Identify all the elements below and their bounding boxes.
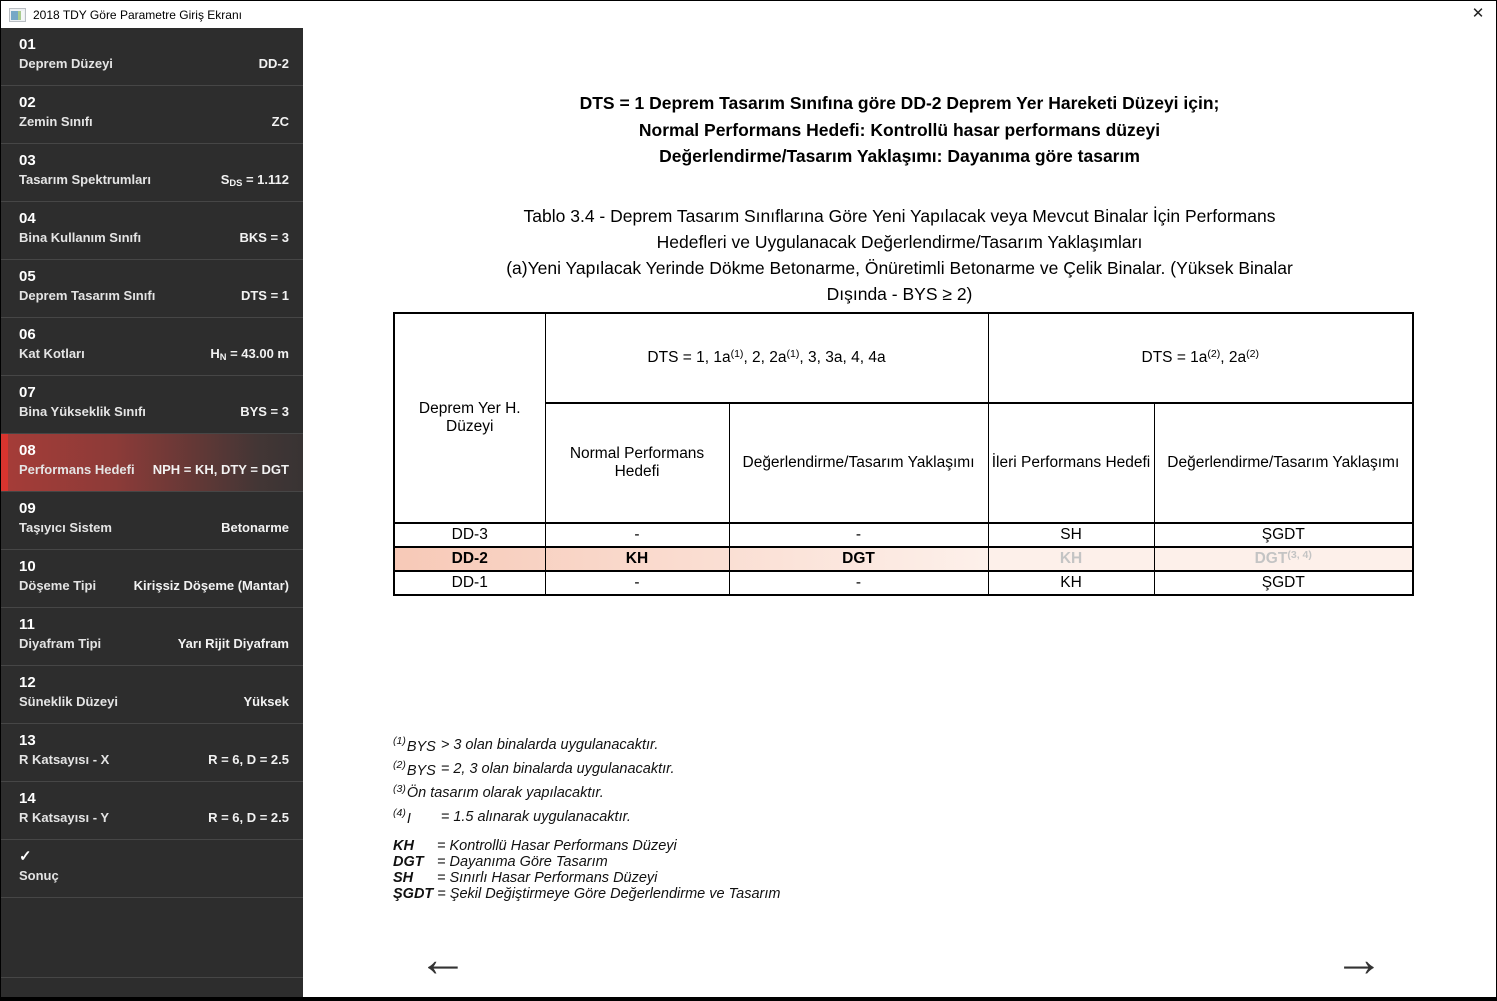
sidebar-item-label: Sonuç [19, 868, 59, 883]
sidebar-item-number: 01 [19, 36, 36, 53]
legend-line [393, 870, 780, 886]
footnote-marker: (1) [393, 735, 406, 747]
level-cell: DD-2 [394, 547, 545, 571]
footnote-line [393, 737, 780, 761]
legend-definition: = Şekil Değiştirmeye Göre Değerlendirme ve Tasarım [437, 886, 781, 902]
abbreviation-legend [393, 838, 780, 902]
sidebar-item-10[interactable] [1, 550, 303, 608]
sidebar-item-label: Tasarım Spektrumları [19, 172, 151, 187]
legend-term: SH [393, 870, 414, 886]
legend-line [393, 854, 780, 870]
data-cell: - [545, 523, 729, 547]
sidebar-item-number: 02 [19, 94, 36, 111]
legend-line [393, 838, 780, 854]
forward-arrow-button[interactable] [1329, 933, 1389, 985]
sidebar-item-05[interactable] [1, 260, 303, 318]
window-titlebar [1, 1, 1496, 28]
sidebar-item-value: Betonarme [221, 520, 289, 535]
sidebar-item-label: Kat Kotları [19, 346, 85, 361]
main-content [303, 28, 1496, 997]
footnote-line [393, 809, 780, 833]
sidebar-item-sonuc[interactable] [1, 840, 303, 898]
corner-header-cell: Deprem Yer H. Düzeyi [394, 313, 545, 523]
data-cell-hatched: ŞGDT [1154, 523, 1413, 547]
group-header-left: DTS = 1, $1a^{(1)}$, 2, $2a^{(1)}$, 3, 3a, 4, 4a [545, 313, 988, 403]
sidebar-item-value: HN = 43.00 m [210, 346, 289, 363]
sidebar-item-number: 12 [19, 674, 36, 691]
sidebar-item-label: R Katsayısı - X [19, 752, 110, 767]
sidebar-item-value: DTS = 1 [240, 288, 289, 303]
footnote-term: I [406, 811, 411, 827]
sidebar-item-value: SDS = 1.112 [220, 172, 289, 189]
legend-term: DGT [393, 854, 424, 870]
sidebar-item-label: Diyafram Tipi [19, 636, 102, 651]
sidebar-item-04[interactable] [1, 202, 303, 260]
sidebar-item-number: 09 [19, 500, 36, 517]
sidebar-item-value: R = 6, D = 2.5 [208, 752, 289, 767]
right-arrow-icon: → [1334, 931, 1384, 987]
footnote-text: = 2, 3 olan binalarda uygulanacaktır. [440, 761, 675, 777]
sidebar-item-09[interactable] [1, 492, 303, 550]
footnote-marker: (2) [393, 759, 406, 771]
data-cell-hatched: KH [988, 571, 1154, 595]
page-heading [303, 90, 1496, 170]
sidebar-item-label: Taşıyıcı Sistem [19, 520, 112, 535]
sidebar-item-value: Yüksek [243, 694, 289, 709]
caption-line-2: Hedefleri ve Uygulanacak Değerlendirme/Tasarım Yaklaşımları [656, 232, 1143, 252]
data-cell: - [545, 571, 729, 595]
legend-line [393, 886, 780, 902]
data-cell: DGT [729, 547, 988, 571]
data-cell-hatched: DGT$^{(3, 4)}$ [1154, 547, 1413, 571]
footnote-marker: (4) [393, 807, 406, 819]
sidebar-item-number: 10 [19, 558, 36, 575]
sidebar-item-07[interactable] [1, 376, 303, 434]
table-row-dd3 [394, 523, 1413, 547]
sidebar-item-number: 06 [19, 326, 36, 343]
sidebar-item-number: 11 [19, 616, 35, 633]
sidebar-item-number: 14 [19, 790, 36, 807]
sidebar-item-label: Zemin Sınıfı [19, 114, 93, 129]
sidebar-item-value: Yarı Rijit Diyafram [177, 636, 289, 651]
sidebar-item-06[interactable] [1, 318, 303, 376]
data-cell: - [729, 571, 988, 595]
left-arrow-icon: ← [418, 931, 468, 987]
sub-header-degerlendirme-2: Değerlendirme/Tasarım Yaklaşımı [1154, 403, 1413, 523]
sidebar-item-value: DD-2 [258, 56, 289, 71]
sidebar-item-label: Deprem Tasarım Sınıfı [19, 288, 156, 303]
footnote-text: Ön tasarım olarak yapılacaktır. [406, 785, 604, 801]
sidebar-item-label: Bina Kullanım Sınıfı [19, 230, 142, 245]
sidebar-item-value: BYS = 3 [240, 404, 289, 419]
sidebar-item-03[interactable] [1, 144, 303, 202]
back-arrow-button[interactable] [413, 933, 473, 985]
sidebar-item-14[interactable] [1, 782, 303, 840]
sub-header-normal-performans: Normal Performans Hedefi [545, 403, 729, 523]
sidebar-item-label: Performans Hedefi [19, 462, 135, 477]
data-cell: KH [545, 547, 729, 571]
sidebar [1, 28, 303, 997]
legend-term: KH [393, 838, 414, 854]
sidebar-item-number: 05 [19, 268, 36, 285]
footnote-line [393, 785, 780, 809]
caption-line-4: Dışında - BYS ≥ 2) [826, 284, 973, 304]
data-cell-hatched: ŞGDT [1154, 571, 1413, 595]
sidebar-item-number: 03 [19, 152, 36, 169]
legend-definition: = Sınırlı Hasar Performans Düzeyi [437, 870, 658, 886]
sidebar-item-number: 13 [19, 732, 36, 749]
close-icon[interactable]: ✕ [1471, 5, 1485, 22]
sidebar-item-label: Süneklik Düzeyi [19, 694, 118, 709]
sidebar-item-01[interactable] [1, 28, 303, 86]
legend-term: ŞGDT [393, 886, 434, 902]
performance-table [393, 312, 1414, 596]
legend-definition: = Kontrollü Hasar Performans Düzeyi [437, 838, 677, 854]
footnote-line [393, 761, 780, 785]
footnote-term: BYS [406, 763, 436, 779]
caption-line-3: (a)Yeni Yapılacak Yerinde Dökme Betonarme, Önüretimli Betonarme ve Çelik Binalar. (Yüksek Binalar [506, 258, 1293, 278]
heading-line-3: Değerlendirme/Tasarım Yaklaşımı: Dayanıma göre tasarım [659, 146, 1140, 166]
sidebar-item-value: BKS = 3 [239, 230, 289, 245]
sub-header-ileri-performans: İleri Performans Hedefi [988, 403, 1154, 523]
footnote-marker: (3) [393, 783, 406, 795]
caption-line-1: Tablo 3.4 - Deprem Tasarım Sınıflarına Göre Yeni Yapılacak veya Mevcut Binalar İçin Performans [523, 206, 1276, 226]
sidebar-item-label: R Katsayısı - Y [19, 810, 110, 825]
sidebar-footer-spacer [1, 913, 303, 978]
heading-line-2: Normal Performans Hedefi: Kontrollü hasar performans düzeyi [638, 119, 1161, 140]
footnote-term: BYS [406, 739, 436, 755]
sidebar-item-value: R = 6, D = 2.5 [208, 810, 289, 825]
table-row-dd2 [394, 547, 1413, 571]
sidebar-item-number: 07 [19, 384, 36, 401]
sidebar-item-08[interactable] [1, 434, 303, 492]
footnote-text: > 3 olan binalarda uygulanacaktır. [440, 737, 659, 753]
sidebar-item-value: NPH = KH, DTY = DGT [152, 462, 289, 477]
sidebar-item-value: ZC [271, 114, 289, 129]
app-icon [9, 8, 26, 22]
level-cell: DD-3 [394, 523, 545, 547]
data-cell-hatched: KH [988, 547, 1154, 571]
window-title: 2018 TDY Göre Parametre Giriş Ekranı [33, 7, 242, 22]
heading-line-1: DTS = 1 Deprem Tasarım Sınıfına göre DD-2 Deprem Yer Hareketi Düzeyi için; [579, 93, 1220, 113]
table-row-dd1 [394, 571, 1413, 595]
sidebar-item-11[interactable] [1, 608, 303, 666]
group-header-right: DTS = $1a^{(2)}$, $2a^{(2)}$ [988, 313, 1413, 403]
footnote-text: = 1.5 alınarak uygulanacaktır. [440, 809, 631, 825]
sidebar-item-label: Bina Yükseklik Sınıfı [19, 404, 146, 419]
sidebar-item-value: Kirişsiz Döşeme (Mantar) [133, 578, 289, 593]
sidebar-item-13[interactable] [1, 724, 303, 782]
sidebar-item-label: Döşeme Tipi [19, 578, 97, 593]
sidebar-item-12[interactable] [1, 666, 303, 724]
legend-definition: = Dayanıma Göre Tasarım [437, 854, 608, 870]
footnotes [393, 737, 780, 902]
table-caption [303, 203, 1496, 307]
sidebar-item-number: 04 [19, 210, 36, 227]
data-cell: - [729, 523, 988, 547]
sub-header-degerlendirme-1: Değerlendirme/Tasarım Yaklaşımı [729, 403, 988, 523]
data-cell-hatched: SH [988, 523, 1154, 547]
sidebar-item-02[interactable] [1, 86, 303, 144]
sidebar-item-number: 08 [19, 442, 36, 459]
sidebar-item-label: Deprem Düzeyi [19, 56, 113, 71]
level-cell: DD-1 [394, 571, 545, 595]
sidebar-item-number: ✓ [19, 848, 32, 865]
